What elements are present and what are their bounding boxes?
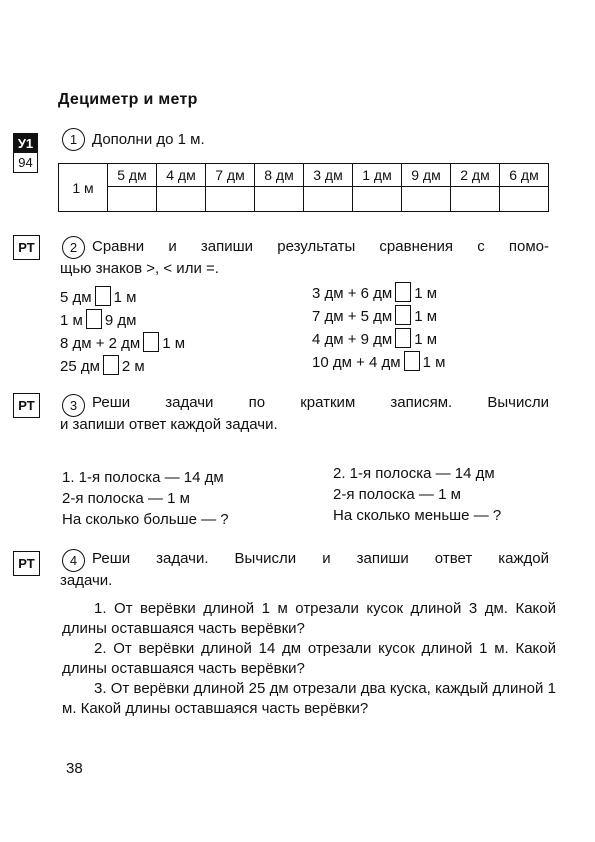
exercise-3-line1: Реши задачи по кратким записям. Вычисли — [92, 394, 549, 411]
compare-left: 10 дм + 4 дм — [312, 354, 401, 371]
answer-cell[interactable] — [402, 187, 451, 212]
compare-row — [312, 282, 437, 304]
table-cell: 8 дм — [255, 164, 304, 187]
page-title: Дециметр и метр — [58, 91, 198, 108]
tag-rt: РТ — [13, 235, 40, 260]
task-1-line: 2-я полоска — 1 м — [62, 490, 190, 507]
compare-left: 4 дм + 9 дм — [312, 331, 393, 348]
table-cell: 1 дм — [353, 164, 402, 187]
exercise-2-number: 2 — [62, 236, 85, 259]
answer-box[interactable] — [143, 332, 159, 352]
compare-row — [60, 332, 185, 354]
compare-left: 3 дм + 6 дм — [312, 285, 393, 302]
problem-1: 1. От верёвки длиной 1 м отрезали кусок длиной 3 дм. Какой длины оставшаяся часть верёвки? — [62, 600, 556, 637]
answer-cell[interactable] — [157, 187, 206, 212]
tag-u1-number: 94 — [18, 155, 33, 170]
answer-box[interactable] — [395, 328, 411, 348]
answer-cell[interactable] — [451, 187, 500, 212]
answer-box[interactable] — [404, 351, 420, 371]
compare-left: 25 дм — [60, 358, 100, 375]
exercise-2-line2: щью знаков >, < или =. — [60, 260, 219, 277]
measure-table — [58, 163, 549, 212]
exercise-3-number: 3 — [62, 394, 85, 417]
exercise-4-line2: задачи. — [60, 572, 113, 589]
compare-row — [312, 305, 437, 327]
compare-row — [312, 328, 437, 350]
compare-right: 1 м — [113, 289, 137, 306]
compare-row — [60, 309, 136, 331]
table-cell: 9 дм — [402, 164, 451, 187]
compare-left: 5 дм — [60, 289, 92, 306]
answer-cell[interactable] — [108, 187, 157, 212]
compare-left: 1 м — [60, 312, 83, 329]
table-cell: 4 дм — [157, 164, 206, 187]
problem-3: 3. От верёвки длиной 25 дм отрезали два куска, каждый длиной 1 м. Какой длины оставшаяся часть верёвки? — [62, 680, 556, 717]
exercise-4-line1: Реши задачи. Вычисли и запиши ответ каждой — [92, 550, 549, 567]
compare-left: 8 дм + 2 дм — [60, 335, 141, 352]
tag-u1-label: У1 — [14, 134, 37, 153]
task-1-line: 1. 1-я полоска — 14 дм — [62, 469, 224, 486]
answer-box[interactable] — [395, 305, 411, 325]
problem-2: 2. От верёвки длиной 14 дм отрезали кусок длиной 1 м. Какой длины оставшаяся часть верёвки? — [62, 640, 556, 677]
compare-row — [312, 351, 445, 373]
exercise-1-text: Дополни до 1 м. — [92, 131, 205, 148]
answer-box[interactable] — [103, 355, 119, 375]
answer-cell[interactable] — [255, 187, 304, 212]
answer-box[interactable] — [95, 286, 111, 306]
table-cell: 6 дм — [500, 164, 549, 187]
compare-right: 1 м — [414, 285, 438, 302]
tag-u1-94 — [13, 133, 38, 173]
exercise-4-number: 4 — [62, 549, 85, 572]
answer-box[interactable] — [395, 282, 411, 302]
answer-cell[interactable] — [206, 187, 255, 212]
table-first-cell: 1 м — [59, 164, 108, 212]
exercise-2-line1: Сравни и запиши результаты сравнения с помо- — [92, 238, 549, 255]
compare-right: 1 м — [414, 331, 438, 348]
answer-cell[interactable] — [304, 187, 353, 212]
answer-box[interactable] — [86, 309, 102, 329]
table-cell: 2 дм — [451, 164, 500, 187]
task-1-line: На сколько больше — ? — [62, 511, 229, 528]
exercise-1-number: 1 — [62, 128, 85, 151]
table-cell: 3 дм — [304, 164, 353, 187]
exercise-3-line2: и запиши ответ каждой задачи. — [60, 416, 278, 433]
compare-row — [60, 286, 136, 308]
compare-right: 9 дм — [104, 312, 137, 329]
tag-rt: РТ — [13, 393, 40, 418]
task-2-line: 2. 1-я полоска — 14 дм — [333, 465, 495, 482]
answer-cell[interactable] — [353, 187, 402, 212]
compare-right: 2 м — [121, 358, 145, 375]
task-2-line: На сколько меньше — ? — [333, 507, 502, 524]
compare-right: 1 м — [414, 308, 438, 325]
tag-rt: РТ — [13, 551, 40, 576]
table-cell: 5 дм — [108, 164, 157, 187]
compare-left: 7 дм + 5 дм — [312, 308, 393, 325]
compare-right: 1 м — [422, 354, 446, 371]
task-2-line: 2-я полоска — 1 м — [333, 486, 461, 503]
answer-cell[interactable] — [500, 187, 549, 212]
compare-row — [60, 355, 145, 377]
table-cell: 7 дм — [206, 164, 255, 187]
compare-right: 1 м — [162, 335, 186, 352]
page-number: 38 — [66, 760, 83, 777]
